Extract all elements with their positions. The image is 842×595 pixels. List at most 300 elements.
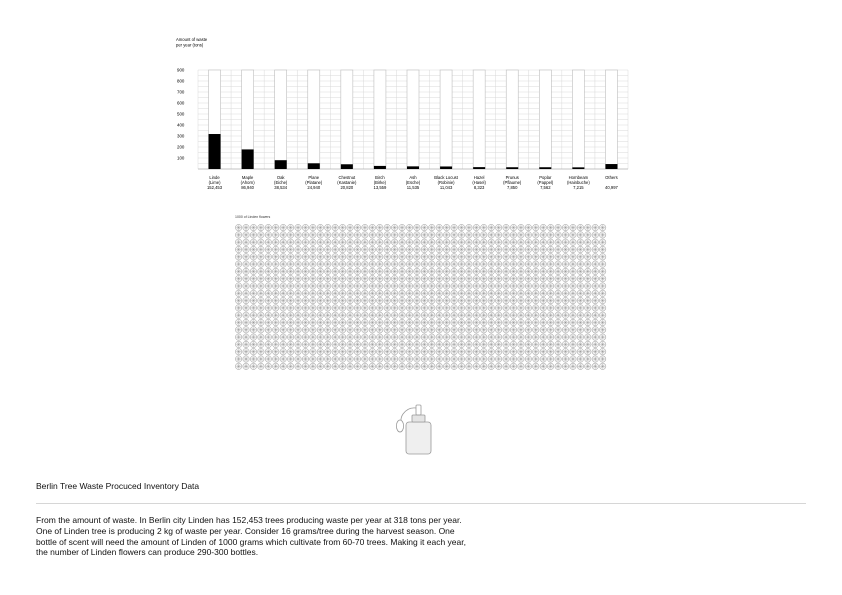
linden-flower-icon xyxy=(265,319,271,325)
linden-flower-icon xyxy=(585,349,591,355)
linden-flower-icon xyxy=(592,356,598,362)
linden-flower-icon xyxy=(585,341,591,347)
linden-flower-icon xyxy=(458,341,464,347)
linden-flower-icon xyxy=(362,239,368,245)
linden-flower-icon xyxy=(265,356,271,362)
linden-flower-icon xyxy=(347,224,353,230)
linden-flower-icon xyxy=(302,268,308,274)
linden-flower-icon xyxy=(287,254,293,260)
linden-flower-icon xyxy=(339,363,345,369)
linden-flower-icon xyxy=(391,341,397,347)
linden-flower-icon xyxy=(243,319,249,325)
x-axis-labels xyxy=(207,175,619,190)
linden-flower-grid xyxy=(235,224,607,370)
linden-flower-icon xyxy=(473,290,479,296)
linden-flower-icon xyxy=(369,283,375,289)
linden-flower-icon xyxy=(273,349,279,355)
linden-flower-icon xyxy=(377,305,383,311)
linden-flower-icon xyxy=(414,305,420,311)
linden-flower-icon xyxy=(488,261,494,267)
linden-flower-icon xyxy=(429,356,435,362)
linden-flower-icon xyxy=(562,261,568,267)
linden-flower-icon xyxy=(451,224,457,230)
linden-flower-icon xyxy=(443,363,449,369)
linden-flower-icon xyxy=(481,327,487,333)
linden-flower-icon xyxy=(443,341,449,347)
linden-flower-icon xyxy=(458,283,464,289)
linden-flower-icon xyxy=(384,261,390,267)
linden-flower-icon xyxy=(443,283,449,289)
linden-flower-icon xyxy=(384,349,390,355)
linden-flower-icon xyxy=(429,334,435,340)
linden-flower-icon xyxy=(429,349,435,355)
linden-flower-icon xyxy=(436,283,442,289)
linden-flower-icon xyxy=(503,349,509,355)
linden-flower-icon xyxy=(562,334,568,340)
linden-flower-icon xyxy=(495,246,501,252)
linden-flower-icon xyxy=(592,283,598,289)
linden-flower-icon xyxy=(369,305,375,311)
linden-flower-icon xyxy=(399,283,405,289)
linden-flower-icon xyxy=(391,290,397,296)
bar-capacity-5 xyxy=(374,70,386,169)
linden-flower-icon xyxy=(250,356,256,362)
linden-flower-icon xyxy=(458,254,464,260)
linden-flower-icon xyxy=(429,283,435,289)
linden-flower-icon xyxy=(377,283,383,289)
linden-flower-icon xyxy=(525,341,531,347)
linden-flower-icon xyxy=(466,297,472,303)
tree-waste-bar-chart xyxy=(0,0,842,215)
linden-flower-icon xyxy=(339,239,345,245)
linden-flower-icon xyxy=(391,261,397,267)
linden-flower-icon xyxy=(347,276,353,282)
linden-flower-icon xyxy=(540,297,546,303)
linden-flower-icon xyxy=(547,341,553,347)
linden-flower-icon xyxy=(421,312,427,318)
linden-flower-icon xyxy=(443,246,449,252)
linden-flower-icon xyxy=(525,268,531,274)
linden-flower-icon xyxy=(570,297,576,303)
linden-flower-icon xyxy=(310,349,316,355)
linden-flower-icon xyxy=(481,254,487,260)
linden-flower-icon xyxy=(317,246,323,252)
linden-flower-icon xyxy=(525,232,531,238)
linden-flower-icon xyxy=(525,290,531,296)
linden-flower-icon xyxy=(243,276,249,282)
linden-flower-icon xyxy=(577,363,583,369)
linden-flower-icon xyxy=(533,363,539,369)
linden-flower-icon xyxy=(362,276,368,282)
bar-capacity-3 xyxy=(308,70,320,169)
linden-flower-icon xyxy=(547,327,553,333)
linden-flower-icon xyxy=(585,246,591,252)
linden-flower-icon xyxy=(592,254,598,260)
linden-flower-icon xyxy=(287,349,293,355)
linden-flower-icon xyxy=(503,297,509,303)
linden-flower-icon xyxy=(280,349,286,355)
linden-flower-icon xyxy=(547,312,553,318)
linden-flower-icon xyxy=(599,334,605,340)
linden-flower-icon xyxy=(280,327,286,333)
linden-flower-icon xyxy=(243,232,249,238)
linden-flower-icon xyxy=(243,341,249,347)
linden-flower-icon xyxy=(369,363,375,369)
linden-flower-icon xyxy=(562,356,568,362)
linden-flower-icon xyxy=(273,341,279,347)
linden-flower-icon xyxy=(317,356,323,362)
linden-flower-icon xyxy=(451,290,457,296)
linden-flower-icon xyxy=(302,261,308,267)
linden-flower-icon xyxy=(585,305,591,311)
linden-flower-icon xyxy=(369,232,375,238)
linden-flower-icon xyxy=(436,334,442,340)
x-label-count: 86,940 xyxy=(241,185,255,190)
linden-flower-icon xyxy=(391,297,397,303)
linden-flower-icon xyxy=(377,246,383,252)
linden-flower-icon xyxy=(243,363,249,369)
y-tick-label: 300 xyxy=(177,133,185,139)
linden-flower-icon xyxy=(429,290,435,296)
x-label-local: (Pflaume) xyxy=(503,180,522,185)
linden-flower-icon xyxy=(421,283,427,289)
linden-flower-icon xyxy=(466,327,472,333)
linden-flower-icon xyxy=(421,349,427,355)
linden-flower-icon xyxy=(592,224,598,230)
linden-flower-icon xyxy=(332,290,338,296)
linden-flower-icon xyxy=(555,283,561,289)
linden-flower-icon xyxy=(481,305,487,311)
x-label-local: (Birke) xyxy=(373,180,387,185)
linden-flower-icon xyxy=(481,297,487,303)
linden-flower-icon xyxy=(458,305,464,311)
linden-flower-icon xyxy=(481,363,487,369)
linden-flower-icon xyxy=(429,319,435,325)
linden-flower-icon xyxy=(443,356,449,362)
linden-flower-icon xyxy=(503,341,509,347)
linden-flower-icon xyxy=(280,305,286,311)
linden-flower-icon xyxy=(585,254,591,260)
linden-flower-icon xyxy=(302,283,308,289)
linden-flower-icon xyxy=(332,297,338,303)
linden-flower-icon xyxy=(391,239,397,245)
linden-flower-icon xyxy=(599,327,605,333)
linden-flower-icon xyxy=(258,349,264,355)
linden-flower-icon xyxy=(533,290,539,296)
linden-flower-icon xyxy=(377,254,383,260)
linden-flower-icon xyxy=(362,349,368,355)
x-label-count: 7,562 xyxy=(540,185,551,190)
linden-flower-icon xyxy=(540,232,546,238)
linden-flower-icon xyxy=(503,276,509,282)
linden-flower-icon xyxy=(585,276,591,282)
linden-flower-icon xyxy=(332,327,338,333)
linden-flower-icon xyxy=(570,268,576,274)
linden-flower-icon xyxy=(555,312,561,318)
bar-capacity-4 xyxy=(341,70,353,169)
linden-flower-icon xyxy=(295,356,301,362)
linden-flower-icon xyxy=(243,224,249,230)
linden-flower-icon xyxy=(458,334,464,340)
linden-flower-icon xyxy=(473,254,479,260)
linden-flower-icon xyxy=(525,283,531,289)
y-axis-label-line2: per year (tons) xyxy=(176,42,204,48)
linden-flower-icon xyxy=(265,327,271,333)
y-tick-label: 700 xyxy=(177,89,185,95)
linden-flower-icon xyxy=(339,319,345,325)
linden-flower-icon xyxy=(481,283,487,289)
linden-flower-icon xyxy=(406,232,412,238)
linden-flower-icon xyxy=(503,268,509,274)
linden-flower-icon xyxy=(451,312,457,318)
linden-flower-icon xyxy=(577,246,583,252)
linden-flower-icon xyxy=(495,297,501,303)
linden-flower-icon xyxy=(280,261,286,267)
linden-flower-icon xyxy=(540,356,546,362)
linden-flower-icon xyxy=(377,319,383,325)
linden-flower-icon xyxy=(421,232,427,238)
linden-flower-icon xyxy=(339,305,345,311)
linden-flower-icon xyxy=(369,239,375,245)
linden-flower-icon xyxy=(570,363,576,369)
linden-flower-icon xyxy=(547,319,553,325)
linden-flower-icon xyxy=(436,239,442,245)
linden-flower-icon xyxy=(339,356,345,362)
linden-flower-icon xyxy=(258,334,264,340)
linden-flower-icon xyxy=(451,232,457,238)
linden-flower-icon xyxy=(362,254,368,260)
linden-flower-icon xyxy=(317,363,323,369)
linden-flower-icon xyxy=(302,327,308,333)
linden-flower-icon xyxy=(518,297,524,303)
linden-flower-icon xyxy=(495,349,501,355)
linden-flower-icon xyxy=(429,232,435,238)
linden-flower-icon xyxy=(280,334,286,340)
linden-flower-icon xyxy=(562,246,568,252)
linden-flower-icon xyxy=(585,283,591,289)
linden-flower-icon xyxy=(414,283,420,289)
linden-flower-icon xyxy=(377,349,383,355)
linden-flower-icon xyxy=(562,305,568,311)
linden-flower-icon xyxy=(488,254,494,260)
linden-flower-icon xyxy=(399,276,405,282)
linden-flower-icon xyxy=(302,319,308,325)
linden-flower-icon xyxy=(362,341,368,347)
linden-flower-icon xyxy=(287,312,293,318)
linden-flower-icon xyxy=(414,297,420,303)
linden-flower-icon xyxy=(577,349,583,355)
linden-flower-icon xyxy=(339,349,345,355)
x-label-count: 152,453 xyxy=(206,185,223,190)
linden-flower-icon xyxy=(495,283,501,289)
linden-flower-icon xyxy=(458,312,464,318)
linden-flower-icon xyxy=(525,254,531,260)
linden-flower-icon xyxy=(332,254,338,260)
linden-flower-icon xyxy=(570,319,576,325)
linden-flower-icon xyxy=(540,319,546,325)
linden-flower-icon xyxy=(414,239,420,245)
linden-flower-icon xyxy=(295,312,301,318)
x-label-local: (Pappel) xyxy=(537,180,554,185)
linden-flower-icon xyxy=(451,276,457,282)
linden-flower-icon xyxy=(481,341,487,347)
linden-flower-icon xyxy=(599,356,605,362)
linden-flower-icon xyxy=(406,224,412,230)
linden-flower-icon xyxy=(488,232,494,238)
linden-flower-icon xyxy=(466,349,472,355)
linden-flower-icon xyxy=(302,224,308,230)
linden-flower-icon xyxy=(481,261,487,267)
linden-flower-icon xyxy=(488,290,494,296)
linden-flower-icon xyxy=(481,319,487,325)
linden-flower-icon xyxy=(540,224,546,230)
linden-flower-icon xyxy=(518,290,524,296)
x-label-count: 7,850 xyxy=(506,185,518,190)
linden-flower-icon xyxy=(339,224,345,230)
linden-flower-icon xyxy=(250,341,256,347)
linden-flower-icon xyxy=(525,261,531,267)
linden-flower-icon xyxy=(421,305,427,311)
linden-flower-icon xyxy=(555,319,561,325)
linden-flower-icon xyxy=(280,224,286,230)
linden-flower-icon xyxy=(570,356,576,362)
linden-flower-icon xyxy=(273,239,279,245)
linden-flower-icon xyxy=(473,246,479,252)
linden-flower-icon xyxy=(310,224,316,230)
linden-flower-icon xyxy=(473,276,479,282)
linden-flower-icon xyxy=(317,254,323,260)
linden-flower-icon xyxy=(347,312,353,318)
linden-flower-icon xyxy=(258,268,264,274)
linden-flower-icon xyxy=(362,290,368,296)
x-label-local: (Platane) xyxy=(305,180,323,185)
linden-flower-icon xyxy=(243,254,249,260)
linden-flower-icon xyxy=(362,246,368,252)
linden-flower-icon xyxy=(562,254,568,260)
linden-flower-icon xyxy=(347,254,353,260)
linden-flower-icon xyxy=(451,319,457,325)
linden-flower-icon xyxy=(362,319,368,325)
linden-flower-icon xyxy=(384,312,390,318)
linden-flower-icon xyxy=(325,261,331,267)
linden-flower-icon xyxy=(577,290,583,296)
linden-flower-icon xyxy=(495,334,501,340)
linden-flower-icon xyxy=(391,232,397,238)
linden-flower-icon xyxy=(599,254,605,260)
linden-flower-icon xyxy=(562,276,568,282)
linden-flower-icon xyxy=(391,305,397,311)
linden-flower-icon xyxy=(577,327,583,333)
linden-flower-icon xyxy=(443,319,449,325)
linden-flower-icon xyxy=(436,356,442,362)
linden-flower-icon xyxy=(302,276,308,282)
linden-flower-icon xyxy=(235,341,241,347)
linden-flower-icon xyxy=(562,224,568,230)
linden-flower-icon xyxy=(570,283,576,289)
linden-flower-icon xyxy=(533,239,539,245)
linden-flower-icon xyxy=(287,261,293,267)
linden-flower-icon xyxy=(443,268,449,274)
linden-flower-icon xyxy=(458,363,464,369)
linden-flower-icon xyxy=(317,239,323,245)
linden-flower-icon xyxy=(339,232,345,238)
linden-flower-icon xyxy=(473,312,479,318)
linden-flower-icon xyxy=(570,349,576,355)
linden-flower-icon xyxy=(347,283,353,289)
linden-flower-icon xyxy=(362,283,368,289)
linden-flower-icon xyxy=(510,261,516,267)
x-label-local: (Hasel) xyxy=(472,180,486,185)
linden-flower-icon xyxy=(540,276,546,282)
x-label-name: Plane xyxy=(308,175,320,180)
linden-flower-icon xyxy=(369,268,375,274)
linden-flower-icon xyxy=(317,327,323,333)
scent-bottle-icon xyxy=(392,402,442,457)
linden-flower-icon xyxy=(510,305,516,311)
linden-flower-icon xyxy=(466,268,472,274)
linden-flower-icon xyxy=(250,254,256,260)
linden-flower-icon xyxy=(518,363,524,369)
linden-flower-icon xyxy=(510,246,516,252)
x-label-local: (Hainbuche) xyxy=(566,180,590,185)
linden-flower-icon xyxy=(466,290,472,296)
linden-flower-icon xyxy=(258,254,264,260)
linden-flower-icon xyxy=(585,312,591,318)
linden-flower-icon xyxy=(533,246,539,252)
linden-flower-icon xyxy=(555,290,561,296)
x-label-local: (Esche) xyxy=(405,180,421,185)
linden-flower-icon xyxy=(310,232,316,238)
linden-flower-icon xyxy=(310,297,316,303)
linden-flower-icon xyxy=(243,334,249,340)
linden-flower-icon xyxy=(377,290,383,296)
linden-flower-icon xyxy=(310,290,316,296)
inventory-description: From the amount of waste. In Berlin city Linden has 152,453 trees producing waste per year at 318 tons per year. One of Linden tree is producing 2 kg of waste per year. Consider 16 grams/tree during the harvest season. One bottle of scent will need the amount of Linden of 1000 grams which cultivate from 60-70 trees. Making it each year, the number of Linden flowers can produce 290-300 bottles. xyxy=(36,515,466,558)
linden-flower-icon xyxy=(310,312,316,318)
linden-flower-icon xyxy=(525,327,531,333)
linden-flower-icon xyxy=(555,349,561,355)
linden-flower-icon xyxy=(547,356,553,362)
linden-flower-icon xyxy=(421,246,427,252)
linden-flower-icon xyxy=(265,297,271,303)
linden-flower-icon xyxy=(317,224,323,230)
linden-flower-icon xyxy=(339,341,345,347)
linden-flower-icon xyxy=(384,341,390,347)
x-label-count: 11,535 xyxy=(406,185,420,190)
linden-flower-icon xyxy=(302,312,308,318)
linden-flower-icon xyxy=(250,232,256,238)
linden-flower-icon xyxy=(369,254,375,260)
linden-flower-icon xyxy=(436,341,442,347)
linden-flower-icon xyxy=(510,312,516,318)
linden-flower-icon xyxy=(451,334,457,340)
linden-flower-icon xyxy=(414,261,420,267)
linden-flower-icon xyxy=(525,305,531,311)
linden-flower-icon xyxy=(518,246,524,252)
linden-flower-icon xyxy=(325,283,331,289)
linden-flower-icon xyxy=(310,254,316,260)
linden-flower-icon xyxy=(325,305,331,311)
linden-flower-icon xyxy=(295,290,301,296)
linden-flower-icon xyxy=(399,261,405,267)
linden-flower-icon xyxy=(488,224,494,230)
linden-flower-icon xyxy=(488,356,494,362)
linden-flower-icon xyxy=(339,297,345,303)
linden-flower-icon xyxy=(585,334,591,340)
linden-flower-icon xyxy=(377,261,383,267)
linden-flower-icon xyxy=(369,334,375,340)
linden-flower-icon xyxy=(451,268,457,274)
